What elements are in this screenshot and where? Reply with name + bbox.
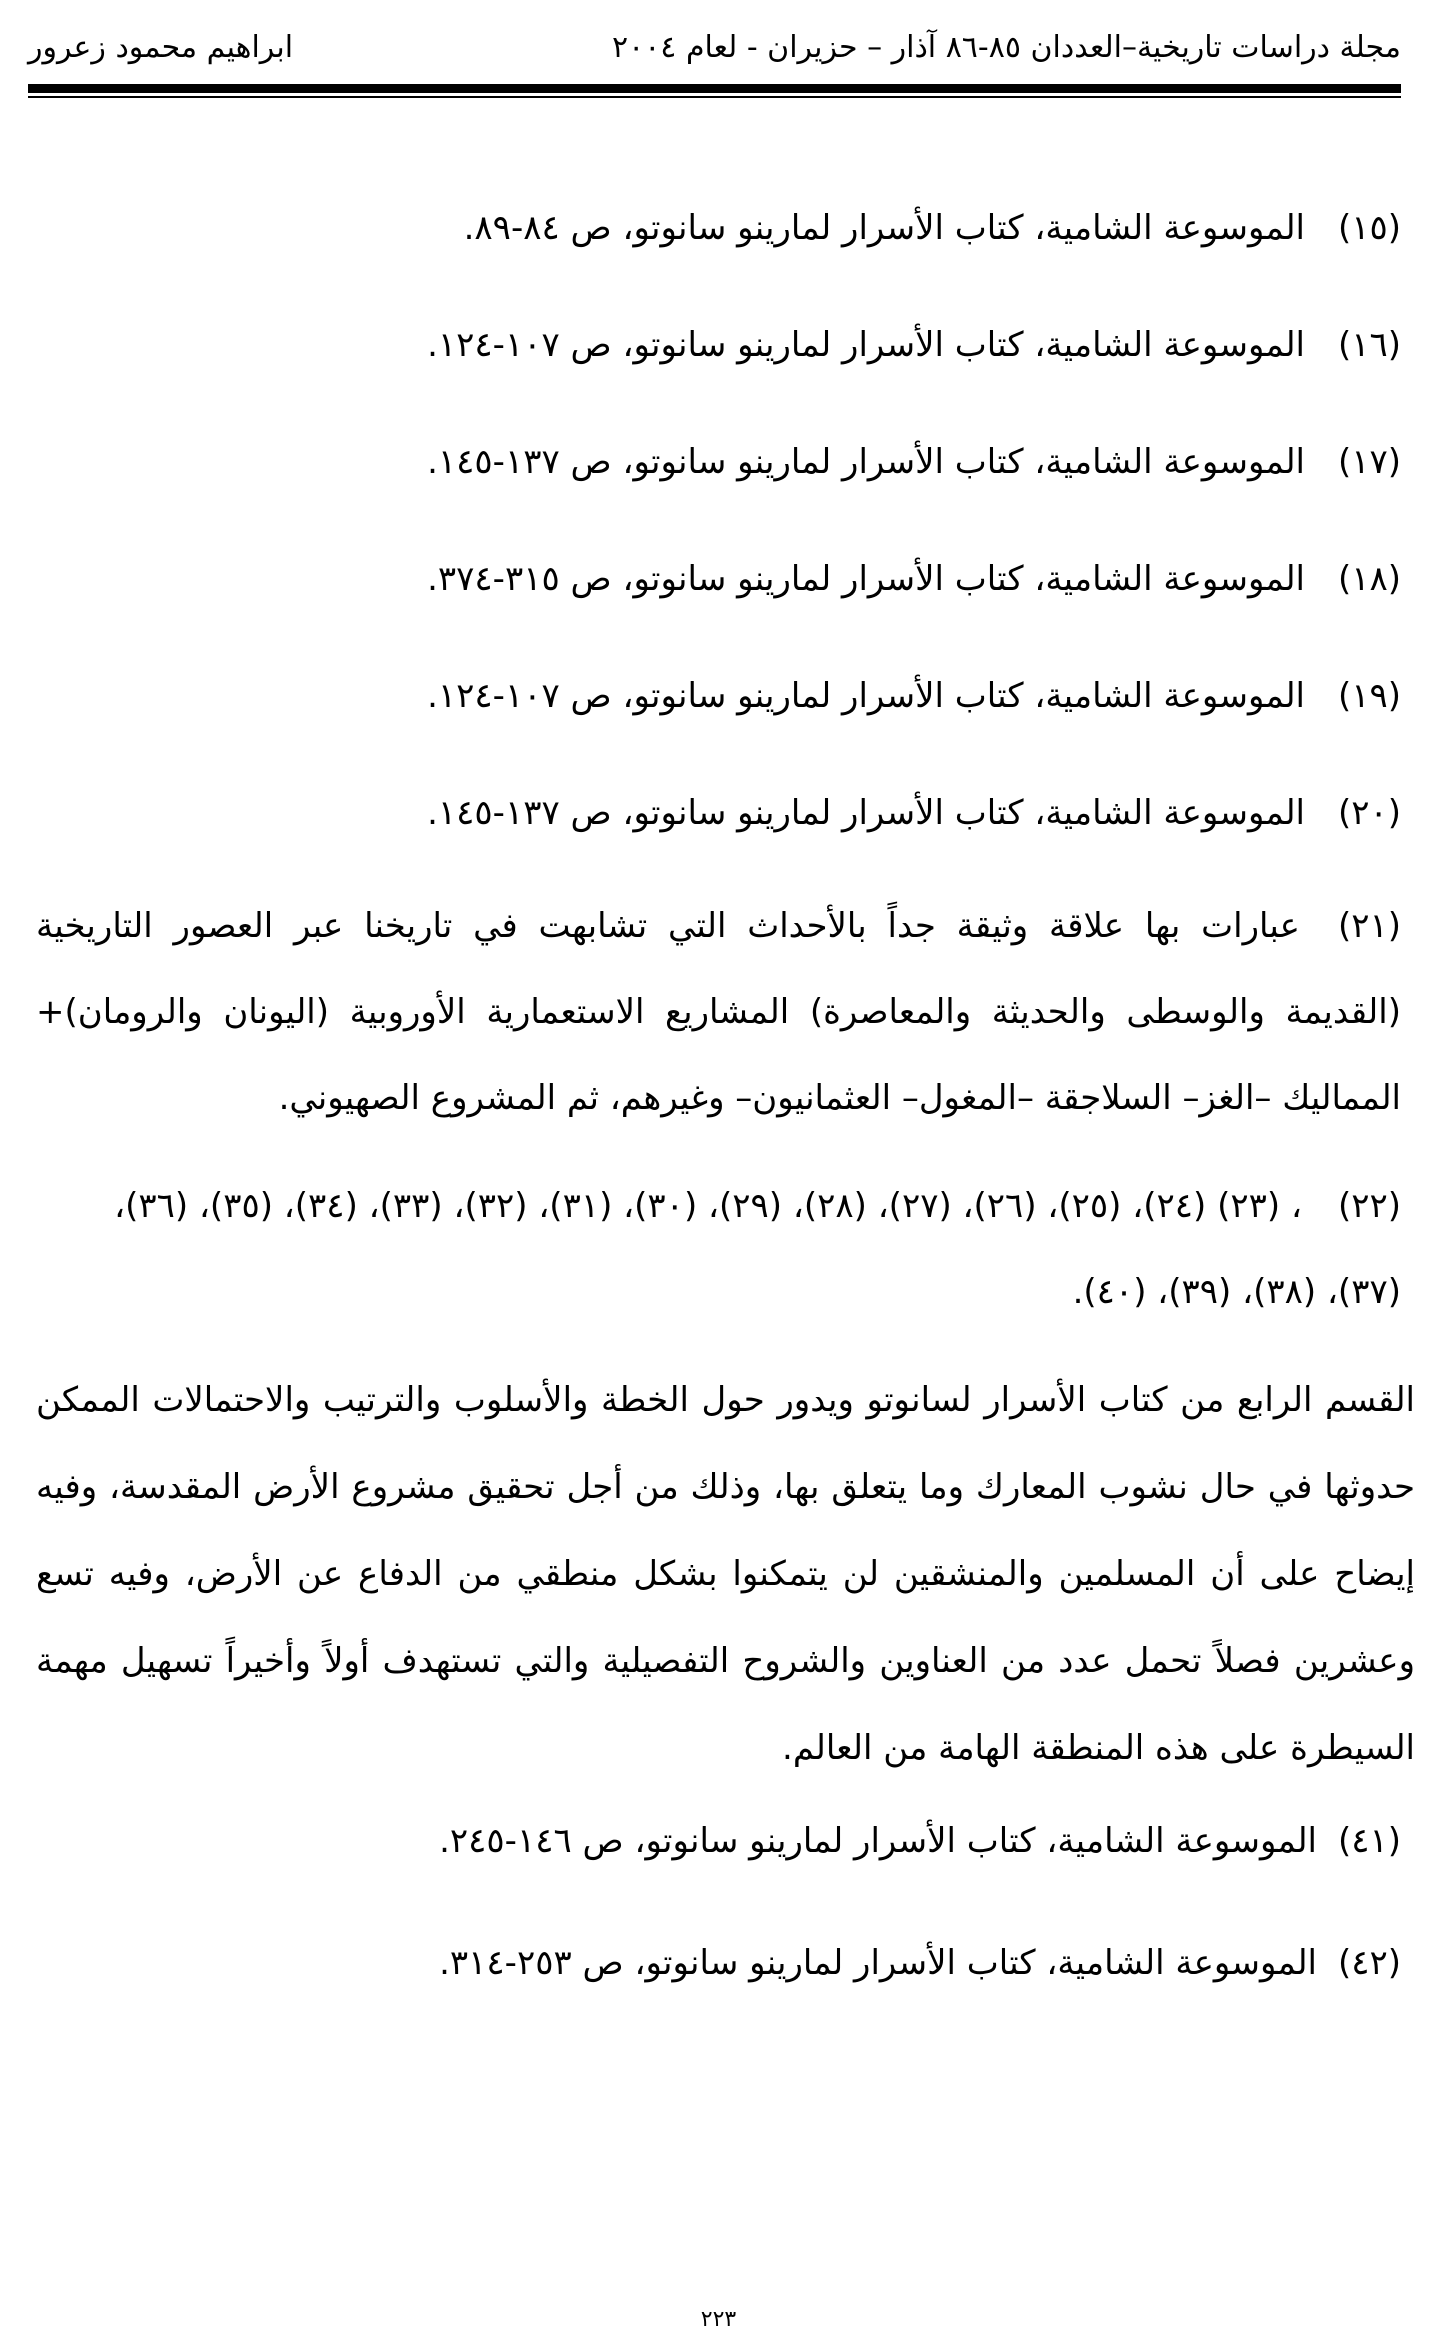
footnote-number: (١٨) [1337,559,1401,599]
footnote-number: (١٦) [1337,325,1401,365]
running-header [28,18,1401,78]
footnote-42 [36,1930,1401,1996]
footnote-16 [36,312,1401,378]
footnote-17 [36,429,1401,495]
footnote-text: الموسوعة الشامية، كتاب الأسرار لمارينو سانوتو، ص ١٣٧-١٤٥. [427,442,1305,482]
footnote-15 [36,195,1401,261]
footnote-number: (١٥) [1337,208,1401,248]
footnote-text: عبارات بها علاقة وثيقة جداً بالأحداث التي تشابهت في تاريخنا عبر العصور التاريخية (القديمة والوسطى والحديثة والمعاصرة) المشاريع الاستعمارية الأوروبية (اليونان والرومان)+ المماليك –الغز– السلاجقة –المغول– العثمانيون– وغيرهم، ثم المشروع الصهيوني. [36,906,1401,1118]
footnote-41 [36,1808,1401,1874]
footnote-18 [36,546,1401,612]
author-name: ابراهيم محمود زعرور [28,30,294,65]
header-rule-thin [28,96,1401,98]
footnote-19 [36,663,1401,729]
footnote-21 [36,883,1401,1141]
footnote-text: الموسوعة الشامية، كتاب الأسرار لمارينو سانوتو، ص ١٠٧-١٢٤. [427,325,1305,365]
footnote-text: الموسوعة الشامية، كتاب الأسرار لمارينو سانوتو، ص ٣١٥-٣٧٤. [427,559,1305,599]
header-rule [28,84,1401,93]
footnote-references: ، (٢٣) (٢٤)، (٢٥)، (٢٦)، (٢٧)، (٢٨)، (٢٩)، (٣٠)، (٣١)، (٣٢)، (٣٣)، (٣٤)، (٣٥)، (٣٦)، (٣٧)، (٣٨)، (٣٩)، (٤٠). [114,1186,1401,1312]
footnote-22 [36,1163,1401,1335]
footnote-text: الموسوعة الشامية، كتاب الأسرار لمارينو سانوتو، ص ٨٤-٨٩. [463,208,1305,248]
footnote-number: (٢٠) [1337,793,1401,833]
footnote-number: (٢٢) [1337,1186,1401,1226]
footnote-text: الموسوعة الشامية، كتاب الأسرار لمارينو سانوتو، ص ١٠٧-١٢٤. [427,676,1305,716]
page-number: ٢٢٣ [700,2307,737,2332]
body-paragraph: القسم الرابع من كتاب الأسرار لسانوتو ويدور حول الخطة والأسلوب والترتيب والاحتمالات الممكن حدوثها في حال نشوب المعارك وما يتعلق بها، وذلك من أجل تحقيق مشروع الأرض المقدسة، وفيه إيضاح على أن المسلمين والمنشقين لن يتمكنوا بشكل منطقي من الدفاع عن الأرض، وفيه تسع وعشرين فصلاً تحمل عدد من العناوين والشروح التفصيلية والتي تستهدف أولاً وأخيراً تسهيل مهمة السيطرة على هذه المنطقة الهامة من العالم. [36,1380,1415,1768]
footnote-number: (٢١) [1337,906,1401,946]
journal-title: مجلة دراسات تاريخية–العددان ٨٥-٨٦ آذار – حزيران - لعام ٢٠٠٤ [611,30,1401,65]
footnote-number: (٤٢) [1337,1943,1401,1983]
footnote-text: الموسوعة الشامية، كتاب الأسرار لمارينو سانوتو، ص ١٣٧-١٤٥. [427,793,1305,833]
footnote-number: (١٩) [1337,676,1401,716]
footnote-20 [36,780,1401,846]
footnote-number: (٤١) [1337,1821,1401,1861]
footnote-text: الموسوعة الشامية، كتاب الأسرار لمارينو سانوتو، ص ٢٥٣-٣١٤. [439,1943,1317,1983]
footnote-text: الموسوعة الشامية، كتاب الأسرار لمارينو سانوتو، ص ١٤٦-٢٤٥. [439,1821,1317,1861]
page-content [36,195,1415,2052]
footnote-number: (١٧) [1337,442,1401,482]
